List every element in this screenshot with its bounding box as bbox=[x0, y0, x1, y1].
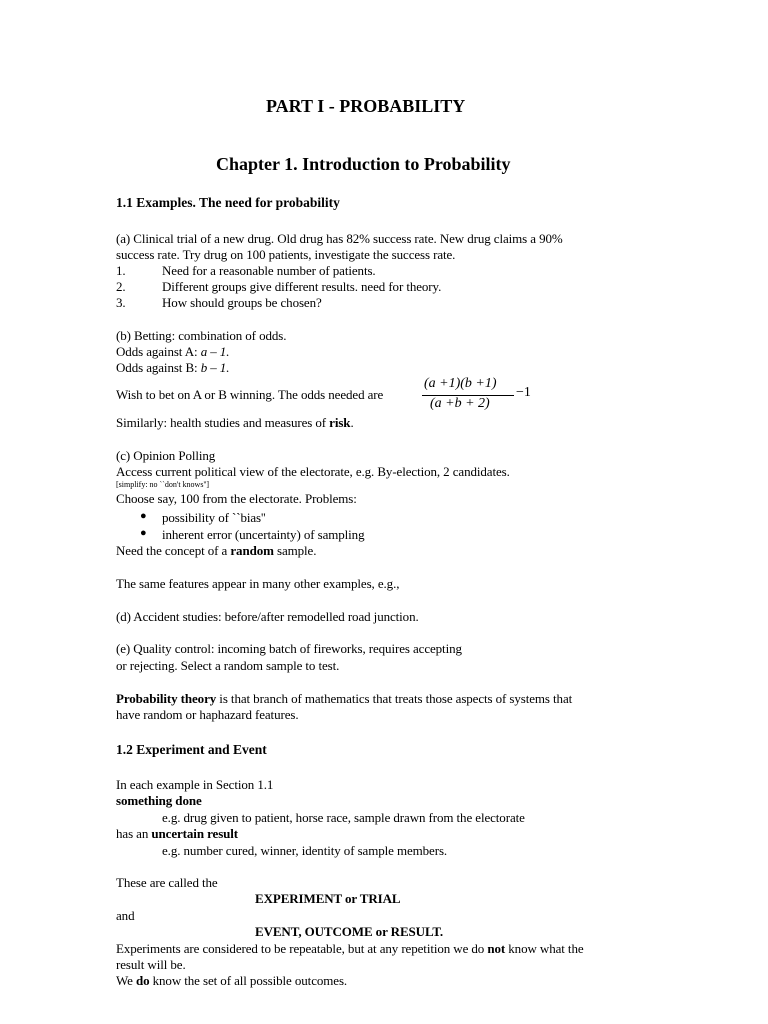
probability-theory-line2: have random or haphazard features. bbox=[116, 707, 299, 722]
paragraph-c-line1: (c) Opinion Polling bbox=[116, 448, 216, 463]
chapter-title: Chapter 1. Introduction to Probability bbox=[216, 154, 511, 174]
part-title: PART I - PROBABILITY bbox=[266, 96, 466, 116]
paragraph-e-line1: (e) Quality control: incoming batch of fireworks, requires accepting bbox=[116, 641, 462, 656]
formula-numerator: (a +1)(b +1) bbox=[424, 376, 497, 391]
list-item-number: 3. bbox=[116, 295, 126, 310]
wish-to-bet-text: Wish to bet on A or B winning. The odds needed are bbox=[116, 387, 384, 402]
bullet-item: inherent error (uncertainty) of sampling bbox=[162, 527, 365, 542]
repeatable-line1: Experiments are considered to be repeatable, but at any repetition we do not know what the bbox=[116, 941, 584, 956]
paragraph-e-line2: or rejecting. Select a random sample to test. bbox=[116, 658, 340, 673]
paragraph-b-line1: (b) Betting: combination of odds. bbox=[116, 328, 287, 343]
in-each-example-line: In each example in Section 1.1 bbox=[116, 777, 274, 792]
list-item: Different groups give different results. need for theory. bbox=[162, 279, 442, 294]
experiment-or-trial: EXPERIMENT or TRIAL bbox=[255, 891, 401, 906]
probability-theory-line1: Probability theory is that branch of mathematics that treats those aspects of systems that bbox=[116, 691, 573, 706]
odds-formula bbox=[420, 376, 540, 416]
repeatable-line2: result will be. bbox=[116, 957, 186, 972]
odds-against-a: Odds against A: a – 1. bbox=[116, 344, 230, 359]
list-item-number: 1. bbox=[116, 263, 126, 278]
example-line-2: e.g. number cured, winner, identity of sample members. bbox=[162, 843, 448, 858]
formula-tail: −1 bbox=[516, 385, 531, 400]
paragraph-c-line3: Choose say, 100 from the electorate. Problems: bbox=[116, 491, 357, 506]
formula-denominator: (a +b + 2) bbox=[430, 396, 490, 411]
paragraph-a-line1: (a) Clinical trial of a new drug. Old drug has 82% success rate. New drug claims a 90% bbox=[116, 231, 563, 246]
list-item-number: 2. bbox=[116, 279, 126, 294]
paragraph-a-line2: success rate. Try drug on 100 patients, investigate the success rate. bbox=[116, 247, 456, 262]
list-item: Need for a reasonable number of patients. bbox=[162, 263, 376, 278]
random-sample-line: Need the concept of a random sample. bbox=[116, 543, 317, 558]
we-do-know-line: We do know the set of all possible outcomes. bbox=[116, 973, 348, 988]
and-word: and bbox=[116, 908, 135, 923]
odds-against-b: Odds against B: b – 1. bbox=[116, 360, 230, 375]
paragraph-d: (d) Accident studies: before/after remodelled road junction. bbox=[116, 609, 419, 624]
uncertain-result-line: has an uncertain result bbox=[116, 826, 239, 841]
section-heading-1-1: 1.1 Examples. The need for probability bbox=[116, 195, 340, 210]
these-are-called: These are called the bbox=[116, 875, 218, 890]
paragraph-c-line2: Access current political view of the electorate, e.g. By-election, 2 candidates. bbox=[116, 464, 510, 479]
bullet-icon: ● bbox=[140, 527, 147, 539]
something-done: something done bbox=[116, 793, 202, 808]
list-item: How should groups be chosen? bbox=[162, 295, 322, 310]
same-features-line: The same features appear in many other examples, e.g., bbox=[116, 576, 400, 591]
example-line-1: e.g. drug given to patient, horse race, sample drawn from the electorate bbox=[162, 810, 525, 825]
simplify-note: [simplify: no ``don't knows''] bbox=[116, 480, 209, 489]
event-outcome-result: EVENT, OUTCOME or RESULT. bbox=[255, 924, 444, 939]
section-heading-1-2: 1.2 Experiment and Event bbox=[116, 742, 267, 757]
similarly-line: Similarly: health studies and measures of risk. bbox=[116, 415, 354, 430]
bullet-item: possibility of ``bias'' bbox=[162, 510, 266, 525]
bullet-icon: ● bbox=[140, 510, 147, 522]
